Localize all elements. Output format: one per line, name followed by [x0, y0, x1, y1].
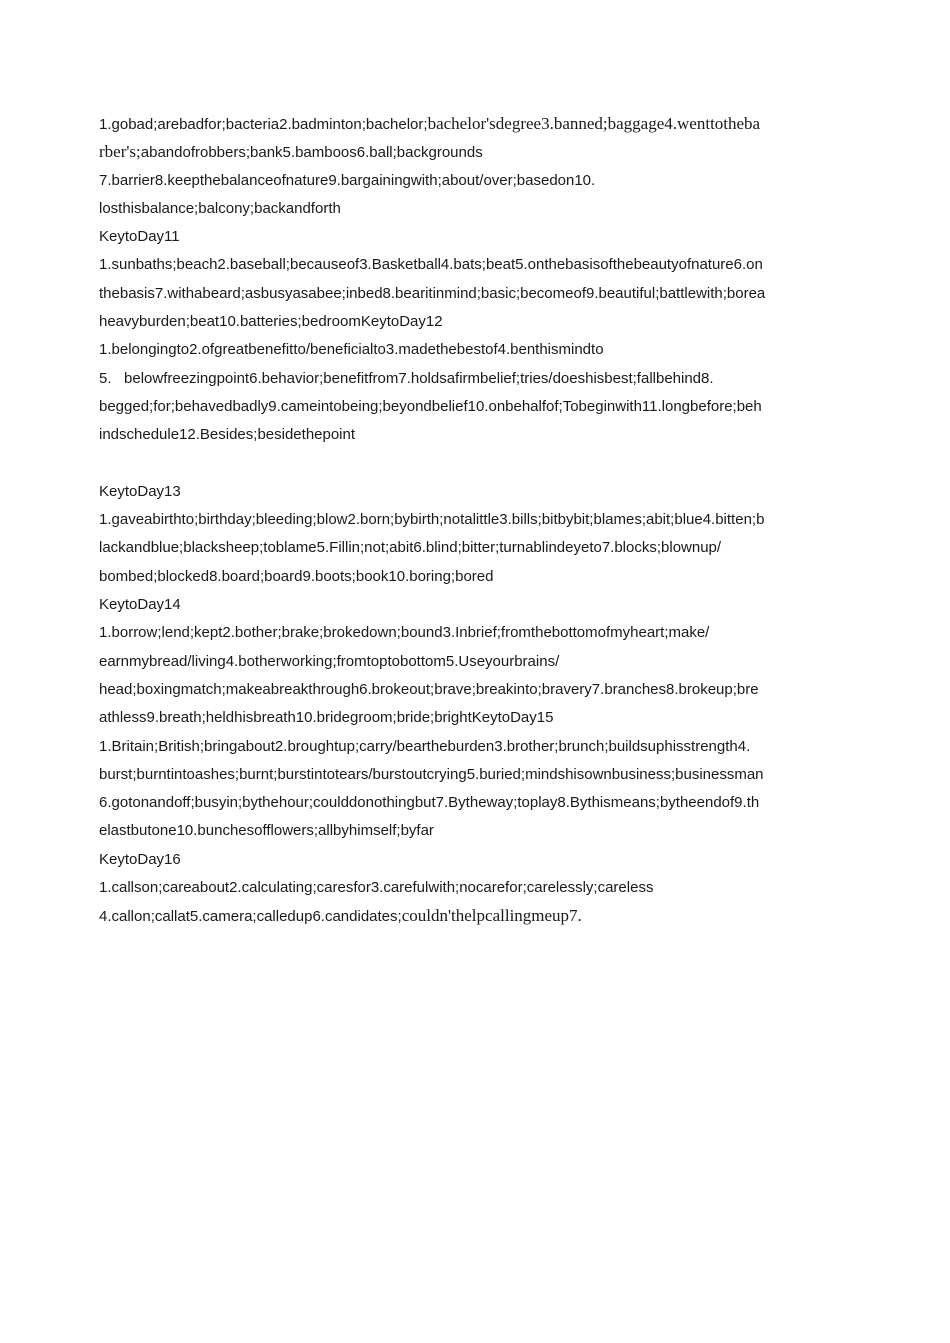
section-heading-day16: KeytoDay16: [99, 850, 181, 868]
text-line-3: 7.barrier8.keepthebalanceofnature9.bargainingwith;about/over;basedon10.: [99, 171, 596, 189]
text-line-8: heavyburden;beat10.batteries;bedroomKeytoDay12: [99, 313, 443, 331]
text-line-1: [99, 110, 859, 138]
text-line-23: 1.Britain;British;bringabout2.broughtup;carry/beartheburden3.brother;brunch;buildsuphisstrength4.: [99, 737, 751, 755]
text-line-21: head;boxingmatch;makeabreakthrough6.brokeout;brave;breakinto;bravery7.branches8.brokeup;bre: [99, 680, 759, 698]
text-run: abandofrobbers;bank5.bamboos6.ball;backgrounds: [140, 144, 483, 162]
text-line-2: [99, 138, 859, 166]
answer-key-text: [99, 110, 859, 931]
text-line-10: 5. belowfreezingpoint6.behavior;benefitfrom7.holdsafirmbelief;tries/doeshisbest;fallbehind8.: [99, 369, 714, 387]
text-line-20: earnmybread/living4.botherworking;fromtoptobottom5.Useyourbrains/: [99, 652, 560, 670]
text-run: 4.callon;callat5.camera;calledup6.candidates;: [99, 908, 402, 926]
text-line-15: 1.gaveabirthto;birthday;bleeding;blow2.born;bybirth;notalittle3.bills;bitbybit;blames;abit;blue4.bitten;b: [99, 511, 765, 529]
text-line-22: athless9.breath;heldhisbreath10.bridegroom;bride;brightKeytoDay15: [99, 709, 554, 727]
text-line-29: [99, 902, 859, 930]
text-line-6: 1.sunbaths;beach2.baseball;becauseof3.Basketball4.bats;beat5.onthebasisofthebeautyofnature6.on: [99, 256, 763, 274]
section-heading-day11: KeytoDay11: [99, 228, 180, 246]
text-line-9: 1.belongingto2.ofgreatbenefitto/beneficialto3.madethebestof4.benthismindto: [99, 341, 604, 359]
text-run-serif: rber's;: [99, 142, 141, 162]
text-line-26: elastbutone10.bunchesofflowers;allbyhimself;byfar: [99, 822, 434, 840]
text-line-17: bombed;blocked8.board;board9.boots;book10.boring;bored: [99, 567, 494, 585]
text-line-28: 1.callson;careabout2.calculating;caresfor3.carefulwith;nocarefor;carelessly;careless: [99, 879, 654, 897]
text-run: 1.gobad;arebadfor;bacteria2.badminton;bachelor;: [99, 116, 428, 133]
section-heading-day13: KeytoDay13: [99, 482, 181, 500]
text-line-12: indschedule12.Besides;besidethepoint: [99, 426, 356, 444]
text-run-serif: couldn'thelpcallingmeup7.: [401, 906, 582, 926]
text-line-24: burst;burntintoashes;burnt;burstintotears/burstoutcrying5.buried;mindshisownbusiness;businessman: [99, 765, 764, 783]
text-line-16: lackandblue;blacksheep;toblame5.Fillin;not;abit6.blind;bitter;turnablindeyeto7.blocks;blownup/: [99, 539, 722, 557]
blank-line: [99, 450, 859, 478]
text-line-4: losthisbalance;balcony;backandforth: [99, 199, 341, 217]
text-run-serif: bachelor'sdegree3.banned;baggage4.wenttotheba: [427, 114, 761, 133]
text-line-7: thebasis7.withabeard;asbusyasabee;inbed8.bearitinmind;basic;becomeof9.beautiful;battlewith;borea: [99, 284, 766, 302]
section-heading-day14: KeytoDay14: [99, 596, 181, 614]
text-line-25: 6.gotonandoff;busyin;bythehour;coulddonothingbut7.Bytheway;toplay8.Bythismeans;bytheendof9.th: [99, 794, 760, 812]
text-line-11: begged;for;behavedbadly9.cameintobeing;beyondbelief10.onbehalfof;Tobeginwith11.longbefore;beh: [99, 397, 762, 415]
text-line-19: 1.borrow;lend;kept2.bother;brake;brokedown;bound3.Inbrief;fromthebottomofmyheart;make/: [99, 624, 710, 642]
